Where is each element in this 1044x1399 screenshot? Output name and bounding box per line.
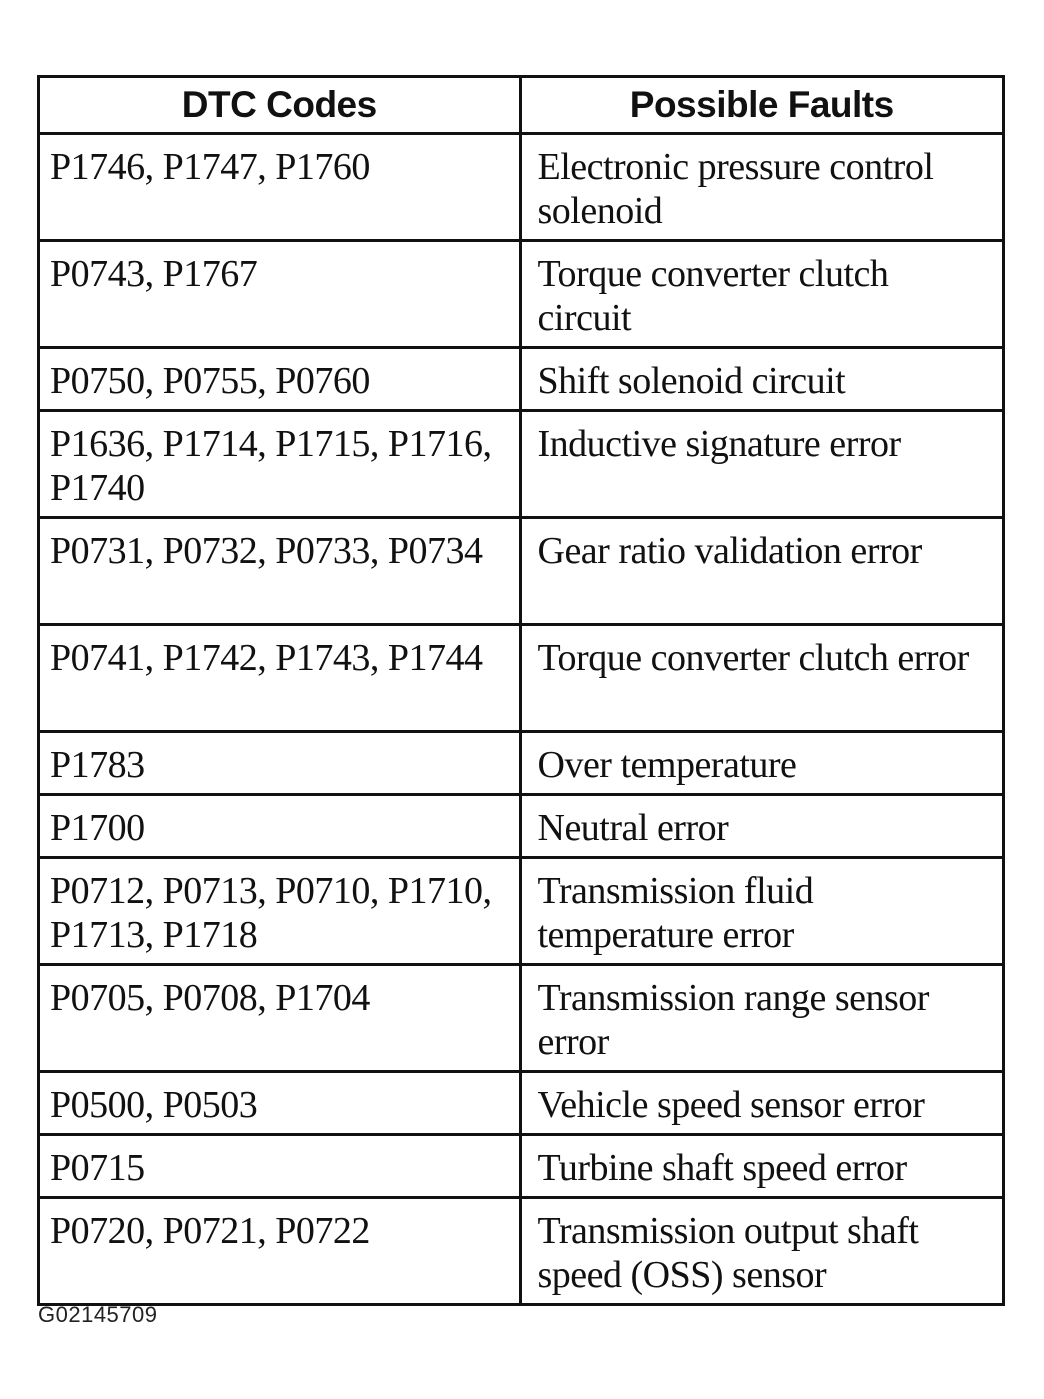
possible-fault-cell: Gear ratio validation error — [520, 518, 1002, 625]
dtc-codes-cell: P0750, P0755, P0760 — [40, 348, 520, 411]
table-row — [40, 1072, 1002, 1135]
possible-fault-cell: Shift solenoid circuit — [520, 348, 1002, 411]
dtc-codes-cell: P0720, P0721, P0722 — [40, 1198, 520, 1304]
table-row — [40, 241, 1002, 348]
possible-fault-cell: Inductive signature error — [520, 411, 1002, 518]
table-row — [40, 965, 1002, 1072]
table-header-row — [40, 78, 1002, 134]
possible-fault-cell: Vehicle speed sensor error — [520, 1072, 1002, 1135]
possible-fault-cell: Over temperature — [520, 732, 1002, 795]
dtc-codes-cell: P0741, P1742, P1743, P1744 — [40, 625, 520, 732]
dtc-codes-cell: P0715 — [40, 1135, 520, 1198]
table-row — [40, 625, 1002, 732]
dtc-codes-cell: P0705, P0708, P1704 — [40, 965, 520, 1072]
dtc-codes-cell: P0712, P0713, P0710, P1710, P1713, P1718 — [40, 858, 520, 965]
table-row — [40, 858, 1002, 965]
figure-id: G02145709 — [38, 1302, 158, 1327]
dtc-table-frame — [37, 75, 1005, 1306]
column-header-possible-faults: Possible Faults — [520, 78, 1002, 134]
dtc-codes-cell: P1783 — [40, 732, 520, 795]
table-row — [40, 518, 1002, 625]
table-row — [40, 348, 1002, 411]
table-row — [40, 1198, 1002, 1304]
possible-fault-cell: Transmission output shaft speed (OSS) sensor — [520, 1198, 1002, 1304]
possible-fault-cell: Transmission fluid temperature error — [520, 858, 1002, 965]
possible-fault-cell: Neutral error — [520, 795, 1002, 858]
possible-fault-cell: Torque converter clutch circuit — [520, 241, 1002, 348]
dtc-codes-cell: P0500, P0503 — [40, 1072, 520, 1135]
table-row — [40, 1135, 1002, 1198]
column-header-dtc-codes: DTC Codes — [40, 78, 520, 134]
possible-fault-cell: Electronic pressure control solenoid — [520, 134, 1002, 241]
possible-fault-cell: Turbine shaft speed error — [520, 1135, 1002, 1198]
table-row — [40, 795, 1002, 858]
table-row — [40, 411, 1002, 518]
dtc-codes-cell: P1700 — [40, 795, 520, 858]
table-row — [40, 134, 1002, 241]
dtc-table — [40, 78, 1002, 1303]
dtc-codes-cell: P0743, P1767 — [40, 241, 520, 348]
dtc-codes-cell: P0731, P0732, P0733, P0734 — [40, 518, 520, 625]
possible-fault-cell: Torque converter clutch error — [520, 625, 1002, 732]
dtc-codes-cell: P1746, P1747, P1760 — [40, 134, 520, 241]
dtc-codes-cell: P1636, P1714, P1715, P1716, P1740 — [40, 411, 520, 518]
table-row — [40, 732, 1002, 795]
possible-fault-cell: Transmission range sensor error — [520, 965, 1002, 1072]
